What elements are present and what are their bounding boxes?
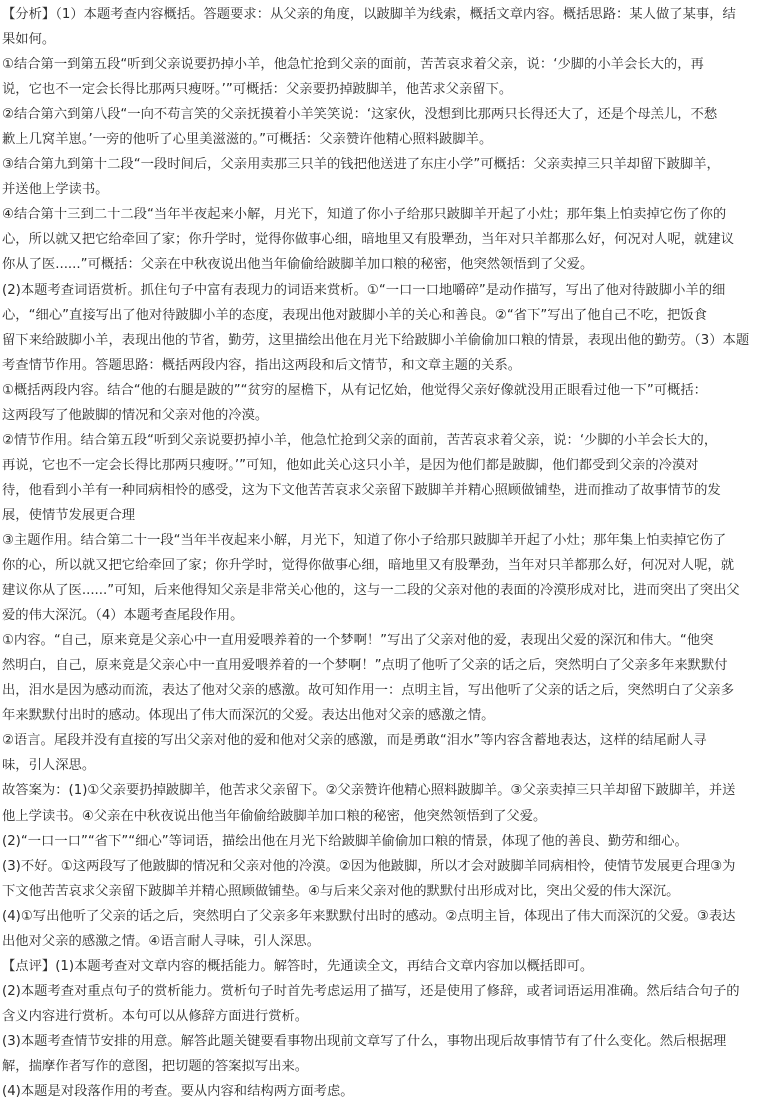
text-line: 解，揣摩作者写作的意图，把切题的答案拟写出来。 xyxy=(2,1058,309,1074)
text-line: 心，所以就又把它给牵回了家；你升学时，觉得你做事心细，暗地里又有股犟劲，当年对只羊都那么好，何况对人呢，就建议 xyxy=(2,232,735,248)
text-line: 你的心，所以就又把它给牵回了家；你升学时，觉得你做事心细，暗地里又有股犟劲，当年对只羊都那么好，何况对人呢，就 xyxy=(2,558,735,574)
text-line: ④结合第十三到二十二段“当年半夜起来小解，月光下，知道了你小子给那只跛脚羊开起了小灶；那年集上怕卖掉它伤了你的 xyxy=(2,207,727,223)
text-line: 然明白，自己，原来竟是父亲心中一直用爱喂养着的一个梦啊！”点明了他听了父亲的话之后，突然明白了父亲多年来默默付 xyxy=(2,658,728,674)
text-line: (4)①写出他听了父亲的话之后，突然明白了父亲多年来默默付出时的感动。②点明主旨，体现出了伟大而深沉的父爱。③表达 xyxy=(2,908,736,924)
text-line: ①概括两段内容。结合“他的右腿是跛的”“贫穷的屋檐下，从有记忆始，他觉得父亲好像就没用正眼看过他一下”可概括： xyxy=(2,382,707,398)
text-line: 这两段写了他跛脚的情况和父亲对他的冷漠。 xyxy=(2,407,269,423)
text-line: 果如何。 xyxy=(2,32,56,48)
text-line: 故答案为：(1)①父亲要扔掉跛脚羊，他苦求父亲留下。②父亲赞许他精心照料跛脚羊。③父亲卖掉三只羊却留下跛脚羊，并送 xyxy=(2,783,736,799)
text-line: (3)本题考查情节安排的用意。解答此题关键要看事物出现前文章写了什么，事物出现后故事情节有了什么变化。然后根据理 xyxy=(2,1033,727,1049)
text-line: (4)本题是对段落作用的考查。要从内容和结构两方面考虑。 xyxy=(2,1084,354,1100)
text-line: 考查情节作用。答题思路：概括两段内容，指出这两段和后文情节，和文章主题的关系。 xyxy=(2,357,522,373)
text-line: 【点评】(1)本题考查对文章内容的概括能力。解答时，先通读全文，再结合文章内容加以概括即可。 xyxy=(2,958,594,974)
text-line: 歉上几窝羊崽。’一旁的他听了心里美滋滋的。”可概括：父亲赞许他精心照料跛脚羊。 xyxy=(2,132,493,148)
text-line: ③结合第九到第十二段“一段时间后，父亲用卖那三只羊的钱把他送进了东庄小学”可概括：父亲卖掉三只羊却留下跛脚羊， xyxy=(2,157,720,173)
text-line: (2)本题考查词语赏析。抓住句子中富有表现力的词语来赏析。①“一口一口地嚼碎”是动作描写，写出了他对待跛脚小羊的细 xyxy=(2,282,726,298)
text-line: 他上学读书。④父亲在中秋夜说出他当年偷偷给跛脚羊加口粮的秘密，他突然领悟到了父爱。 xyxy=(2,808,547,824)
text-line: 【分析】（1）本题考查内容概括。答题要求：从父亲的角度，以跛脚羊为线索，概括文章内容。概括思路：某人做了某事，结 xyxy=(2,7,736,22)
text-line: 年来默默付出时的感动。体现出了伟大而深沉的父爱。表达出他对父亲的感激之情。 xyxy=(2,708,495,724)
text-body xyxy=(2,2,780,1104)
text-line: ③主题作用。结合第二十一段“当年半夜起来小解，月光下，知道了你小子给那只跛脚羊开起了小灶；那年集上怕卖掉它伤了 xyxy=(2,532,727,548)
text-line: 出，泪水是因为感动而流，表达了他对父亲的感激。故可知作用一：点明主旨，写出他听了父亲的话之后，突然明白了父亲多 xyxy=(2,683,735,699)
text-line: (3)不好。①这两段写了他跛脚的情况和父亲对他的冷漠。②因为他跛脚，所以才会对跛脚羊同病相怜，使情节发展更合理③为 xyxy=(2,858,736,874)
text-line: 建议你从了医......”可知，后来他得知父亲是非常关心他的，这与一二段的父亲对他的表面的冷漠形成对比，进而突出了突出父 xyxy=(2,583,740,599)
text-line: 说，它也不一定会长得比那两只瘦呀。’”可概括：父亲要扔掉跛脚羊，他苦求父亲留下。 xyxy=(2,82,513,98)
text-line: 味，引人深思。 xyxy=(2,758,96,774)
text-line: ②情节作用。结合第五段“听到父亲说要扔掉小羊，他急忙抢到父亲的面前，苦苦哀求着父亲，说：‘少脚的小羊会长大的， xyxy=(2,432,718,448)
text-line: 爱的伟大深沉。（4）本题考查尾段作用。 xyxy=(2,608,244,624)
text-line: ①内容。“自己，原来竟是父亲心中一直用爱喂养着的一个梦啊！”写出了父亲对他的爱，表现出父爱的深沉和伟大。“他突 xyxy=(2,633,714,649)
text-line: 下文他苦苦哀求父亲留下跛脚羊并精心照顾做铺垫。④与后来父亲对他的默默付出形成对比，突出父爱的伟大深沉。 xyxy=(2,883,680,899)
text-line: 你从了医......”可概括：父亲在中秋夜说出他当年偷偷给跛脚羊加口粮的秘密，他突然领悟到了父爱。 xyxy=(2,257,594,273)
text-line: ①结合第一到第五段“听到父亲说要扔掉小羊，他急忙抢到父亲的面前，苦苦哀求着父亲，说：‘少脚的小羊会长大的，再 xyxy=(2,57,704,73)
text-line: 再说，它也不一定会长得比那两只瘦呀。’”可知，他如此关心这只小羊，是因为他们都是跛脚，他们都受到父亲的冷漠对 xyxy=(2,457,699,473)
text-line: 含义内容进行赏析。本句可以从修辞方面进行赏析。 xyxy=(2,1008,309,1024)
text-line: 留下来给跛脚小羊，表现出他的节省，勤劳，这里描绘出他在月光下给跛脚小羊偷偷加口粮的情景，表现出他的勤劳。（3）本题 xyxy=(2,332,750,348)
text-line: ②语言。尾段并没有直接的写出父亲对他的爱和他对父亲的感激，而是勇敢“泪水”等内容含蓄地表达，这样的结尾耐人寻 xyxy=(2,733,707,749)
text-line: 出他对父亲的感激之情。④语言耐人寻味，引人深思。 xyxy=(2,933,321,949)
text-line: ②结合第六到第八段“一向不苟言笑的父亲抚摸着小羊笑笑说：‘这家伙，没想到比那两只长得还大了，还是个母羔儿，不愁 xyxy=(2,107,718,123)
text-line: (2)“一口一口”“省下”“细心”等词语，描绘出他在月光下给跛脚羊偷偷加口粮的情景，体现了他的善良、勤劳和细心。 xyxy=(2,833,688,849)
text-line: 并送他上学读书。 xyxy=(2,182,109,198)
text-line: 心，“细心”直接写出了他对待跛脚小羊的态度，表现出他对跛脚小羊的关心和善良。②“省下”写出了他自己不吃，把饭食 xyxy=(2,307,707,323)
text-line: 待，他看到小羊有一种同病相怜的感受，这为下文他苦苦哀求父亲留下跛脚羊并精心照顾做铺垫，进而推动了故事情节的发 xyxy=(2,482,721,498)
text-line: 展，使情节发展更合理 xyxy=(2,507,136,523)
text-line: (2)本题考查对重点句子的赏析能力。赏析句子时首先考虑运用了描写，还是使用了修辞，或者词语运用准确。然后结合句子的 xyxy=(2,983,740,999)
